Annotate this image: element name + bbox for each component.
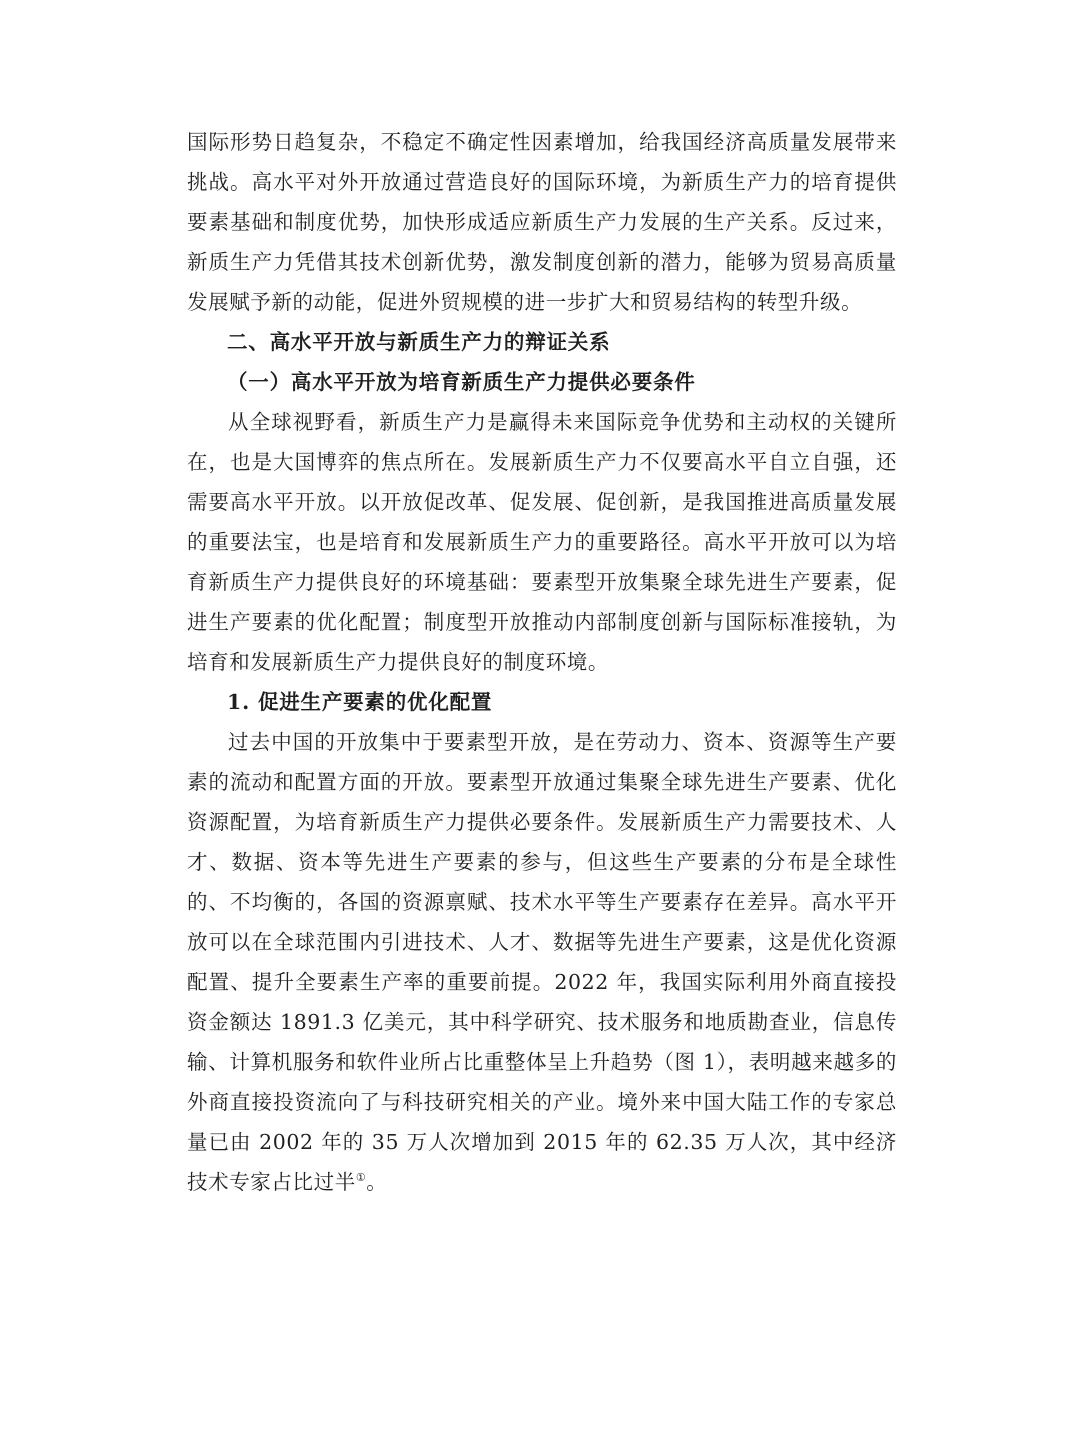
- paragraph-factor-allocation-text: 过去中国的开放集中于要素型开放，是在劳动力、资本、资源等生产要素的流动和配置方面的开放。要素型开放通过集聚全球先进生产要素、优化资源配置，为培育新质生产力提供必要条件。发展新质生产力需要技术、人才、数据、资本等先进生产要素的参与，但这些生产要素的分布是全球性的、不均衡的，各国的资源禀赋、技术水平等生产要素存在差异。高水平开放可以在全球范围内引进技术、人才、数据等先进生产要素，这是优化资源配置、提升全要素生产率的重要前提。2022 年，我国实际利用外商直接投资金额达 1891.3 亿美元，其中科学研究、技术服务和地质勘查业，信息传输、计算机服务和软件业所占比重整体呈上升趋势（图 1），表明越来越多的外商直接投资流向了与科技研究相关的产业。境外来中国大陆工作的专家总量已由 2002 年的 35 万人次增加到 2015 年的 62.35 万人次，其中经济技术专家占比过半: [187, 730, 897, 1194]
- paragraph-intro: 国际形势日趋复杂，不稳定不确定性因素增加，给我国经济高质量发展带来挑战。高水平对外开放通过营造良好的国际环境，为新质生产力的培育提供要素基础和制度优势，加快形成适应新质生产力发展的生产关系。反过来，新质生产力凭借其技术创新优势，激发制度创新的潜力，能够为贸易高质量发展赋予新的动能，促进外贸规模的进一步扩大和贸易结构的转型升级。: [187, 130, 897, 314]
- footnote-marker[interactable]: ①: [355, 1171, 367, 1185]
- section-heading: 二、高水平开放与新质生产力的辩证关系: [227, 330, 611, 354]
- paragraph-factor-allocation: [187, 722, 897, 1202]
- document-page: [187, 122, 897, 1202]
- numbered-heading: 1. 促进生产要素的优化配置: [227, 690, 493, 714]
- paragraph-global-view: 从全球视野看，新质生产力是赢得未来国际竞争优势和主动权的关键所在，也是大国博弈的焦点所在。发展新质生产力不仅要高水平自立自强，还需要高水平开放。以开放促改革、促发展、促创新，是我国推进高质量发展的重要法宝，也是培育和发展新质生产力的重要路径。高水平开放可以为培育新质生产力提供良好的环境基础：要素型开放集聚全球先进生产要素，促进生产要素的优化配置；制度型开放推动内部制度创新与国际标准接轨，为培育和发展新质生产力提供良好的制度环境。: [187, 410, 897, 674]
- subsection-heading: （一）高水平开放为培育新质生产力提供必要条件: [227, 370, 696, 394]
- paragraph-end-punctuation: 。: [366, 1170, 388, 1194]
